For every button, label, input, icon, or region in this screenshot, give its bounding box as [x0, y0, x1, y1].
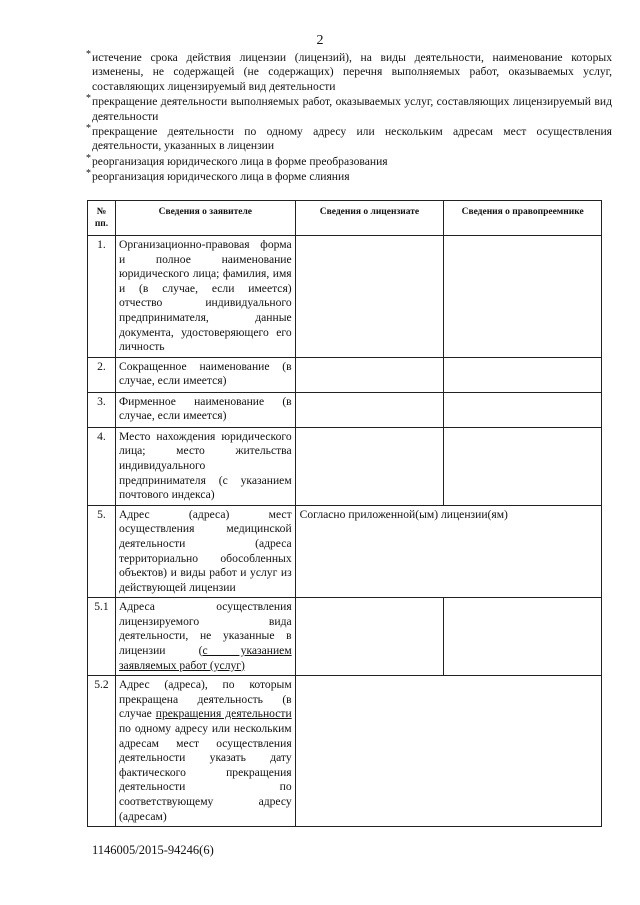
header-successor: Сведения о правопреемнике [444, 201, 602, 236]
reason-item [86, 168, 612, 184]
table-header-row [88, 201, 602, 236]
licensee-merged-cell [295, 676, 601, 827]
asterisk-marker: * [86, 152, 91, 164]
table-row [88, 676, 602, 827]
table-row [88, 427, 602, 505]
reason-item [86, 152, 612, 169]
reason-item [86, 93, 612, 124]
document-code: 1146005/2015-94246(6) [92, 843, 214, 857]
licensee-merged-cell: Согласно приложенной(ым) лицензии(ям) [295, 505, 601, 598]
row-description-text: Адрес (адреса), по которым прекращена деятельность (в случае [118, 678, 292, 721]
row-number: 5.2 [88, 676, 116, 827]
header-licensee: Сведения о лицензиате [295, 201, 444, 236]
asterisk-marker: * [86, 49, 91, 60]
table-row [88, 236, 602, 358]
row-description-underlined: с указанием заявляемых работ (услуг) [118, 644, 292, 672]
licensee-cell [295, 427, 444, 505]
asterisk-marker: * [86, 123, 91, 135]
reason-item [86, 123, 612, 154]
row-number: 3. [88, 392, 116, 427]
successor-cell [444, 357, 602, 392]
successor-cell [444, 236, 602, 358]
row-number: 5.1 [88, 598, 116, 676]
row-number: 5. [88, 505, 116, 598]
row-number: 4. [88, 427, 116, 505]
row-description: Фирменное наименование (в случае, если имеется) [115, 392, 295, 427]
successor-cell [444, 427, 602, 505]
row-description: Организационно-правовая форма и полное наименование юридического лица; фамилия, имя и (в случае, если имеется) отчество индивидуального предпринимателя, данные документа, удостоверяющего его личность [115, 236, 295, 358]
page-number: 2 [316, 33, 324, 48]
row-description-text: по одному адресу или нескольким адресам мест осуществления деятельности указать дату фактического прекращения деятельности по соответствующему адресу (адресам) [118, 722, 292, 823]
row-description: Место нахождения юридического лица; место жительства индивидуального предпринимателя (с указанием почтового индекса) [115, 427, 295, 505]
header-num: № пп. [88, 201, 116, 236]
table-row [88, 598, 602, 676]
table-row [88, 505, 602, 598]
header-applicant: Сведения о заявителе [115, 201, 295, 236]
licensee-cell [295, 598, 444, 676]
reason-text: прекращение деятельности выполняемых работ, оказываемых услуг, составляющих лицензируемый вид деятельности [92, 95, 612, 123]
applicant-info-table [87, 200, 602, 827]
reason-text: прекращение деятельности по одному адресу или нескольким адресам мест осуществления деятельности, указанных в лицензии [92, 125, 612, 153]
row-description [115, 676, 295, 827]
asterisk-marker: * [86, 93, 91, 105]
table-row [88, 357, 602, 392]
licensee-cell [295, 357, 444, 392]
row-number: 2. [88, 357, 116, 392]
row-description [115, 598, 295, 676]
row-description: Адрес (адреса) мест осуществления медицинской деятельности (адреса территориально обособленных объектов) и виды работ и услуг из действующей лицензии [115, 505, 295, 598]
reason-text: истечение срока действия лицензии (лицензий), на виды деятельности, наименование которых изменены, не содержащей (не содержащих) перечня выполняемых работ, оказываемых услуг, составляющих лицензируемый вид деятельности [92, 51, 612, 93]
reason-text: реорганизация юридического лица в форме слияния [92, 170, 350, 184]
table-row [88, 392, 602, 427]
successor-cell [444, 392, 602, 427]
licensee-cell [295, 236, 444, 358]
licensee-cell [295, 392, 444, 427]
reason-text: реорганизация юридического лица в форме преобразования [92, 154, 388, 168]
row-description: Сокращенное наименование (в случае, если имеется) [115, 357, 295, 392]
reason-item [86, 49, 612, 94]
reason-list [86, 49, 612, 186]
row-description-underlined: прекращения деятельности [155, 707, 292, 721]
asterisk-marker: * [86, 168, 91, 180]
row-description-text: Адреса осуществления лицензируемого вида деятельности, не указанные в лицензии ( [118, 600, 292, 658]
row-number: 1. [88, 236, 116, 358]
successor-cell [444, 598, 602, 676]
